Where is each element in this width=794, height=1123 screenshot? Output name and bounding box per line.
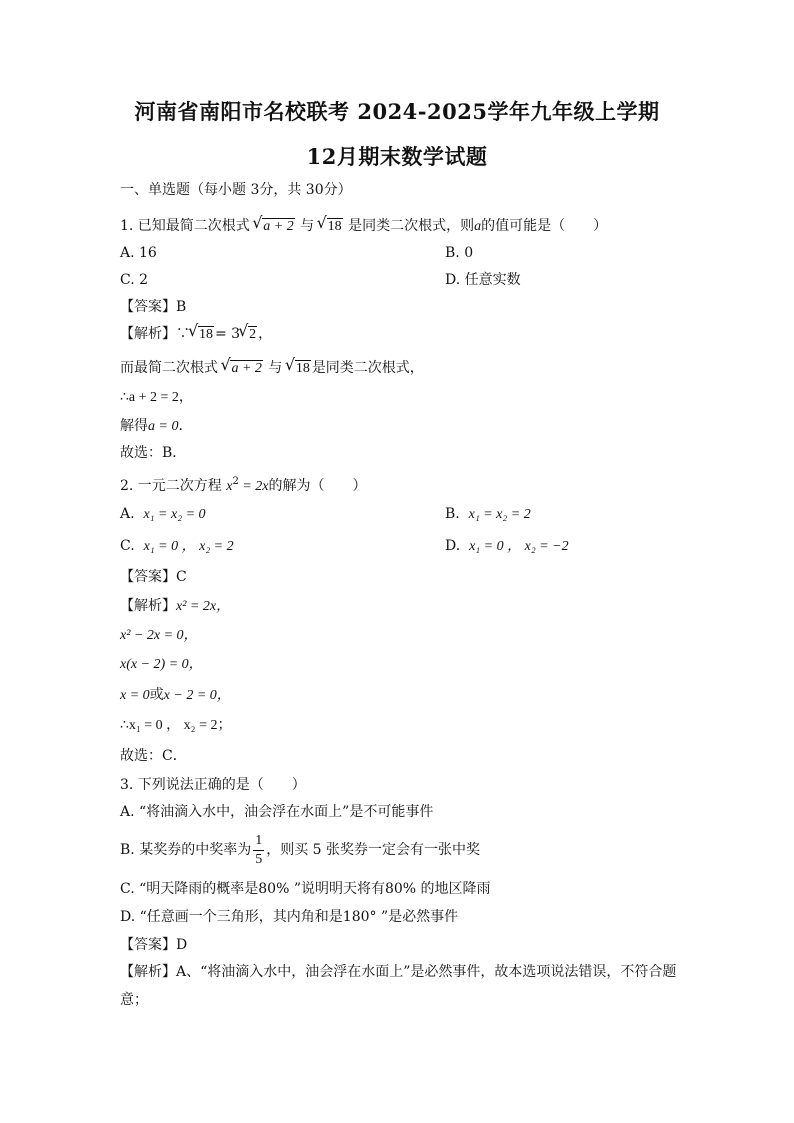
period: ．	[178, 418, 193, 434]
q2-analysis-line6: 故选：C．	[120, 748, 187, 764]
q2-text-pre: 2. 一元二次方程	[120, 478, 222, 494]
q2-analysis-line2: x² − 2x = 0，	[120, 628, 198, 643]
because-symbol: ∵	[176, 326, 190, 342]
analysis-text: 而最简二次根式	[120, 360, 218, 376]
option-label: A.	[120, 506, 135, 522]
question-3-stem: 3. 下列说法正确的是（ ）	[120, 777, 306, 793]
q1-analysis-line2	[120, 358, 424, 379]
q1-answer: 【答案】B	[120, 299, 187, 315]
q2-option-c	[120, 536, 234, 557]
q3-analysis-line2: 意；	[120, 992, 148, 1008]
q1-text-post: 是同类二次根式，则	[348, 218, 475, 234]
document-title-line2: 12月期末数学试题	[306, 144, 488, 169]
question-1-stem	[120, 216, 607, 237]
option-math: x₁ = x₂ = 0	[143, 507, 206, 522]
analysis-label: 【解析】	[120, 598, 176, 614]
option-text: B. 某奖券的中奖率为	[120, 842, 252, 858]
equation: a = 0	[148, 419, 179, 434]
equation-rest: = 2x	[238, 479, 269, 494]
radical-18: √ 18	[287, 358, 311, 379]
q2-text-post: 的解为（ ）	[268, 478, 367, 494]
section-heading: 一、单选题（每小题 3分，共 30分）	[120, 182, 352, 198]
exponent: 2	[232, 476, 239, 487]
equation-x: x	[226, 479, 233, 494]
fraction-one-fifth: $\frac{1}{5}$	[255, 832, 263, 867]
q1-option-d: D. 任意实数	[445, 272, 521, 288]
option-math: x₁ = 0 ， x₂ = 2	[143, 539, 234, 554]
option-text: ，则买 5 张奖券一定会有一张中奖	[266, 842, 481, 858]
radical-2: √ 2	[240, 324, 257, 345]
q1-analysis-line1	[120, 324, 272, 345]
q1-option-c: C. 2	[120, 272, 149, 288]
option-label: C.	[120, 538, 135, 554]
q2-analysis-line3: x(x − 2) = 0，	[120, 657, 203, 672]
equation: x² = 2x，	[176, 599, 231, 614]
q1-option-b: B. 0	[445, 245, 474, 261]
equation: x − 2 = 0，	[163, 688, 231, 703]
or-text: 或	[149, 687, 164, 703]
q1-analysis-line5: 故选：B．	[120, 445, 187, 461]
q3-analysis-line1: 【解析】A、“将油滴入水中，油会浮在水面上”是必然事件，故本选项说法错误，不符合题	[120, 964, 677, 980]
q1-text-pre: 1. 已知最简二次根式	[120, 218, 250, 234]
equation: x = 0	[120, 688, 150, 703]
q3-option-d: D. “任意画一个三角形，其内角和是180° ”是必然事件	[120, 909, 459, 925]
comma: ，	[258, 326, 273, 342]
q2-option-b	[445, 504, 531, 525]
option-label: D.	[445, 538, 461, 554]
q1-option-a: A. 16	[120, 245, 157, 261]
q2-analysis-line4	[120, 685, 231, 706]
document-title-line1: 河南省南阳市名校联考 2024-2025学年九年级上学期	[134, 99, 660, 124]
analysis-text: 与	[268, 360, 283, 376]
radical-18: √ 18	[190, 324, 214, 345]
option-label: B.	[445, 506, 460, 522]
question-2-stem	[120, 472, 367, 497]
q3-option-a: A. “将油滴入水中，油会浮在水面上”是不可能事件	[120, 804, 434, 820]
radical-a-plus-2: √ a + 2	[222, 358, 262, 379]
q1-text-end: 的值可能是（ ）	[481, 218, 608, 234]
q3-answer: 【答案】D	[120, 937, 188, 953]
radical-a-plus-2: √ a + 2	[254, 216, 294, 237]
q2-analysis-line5: ∴x₁ = 0 ， x₂ = 2；	[120, 718, 232, 733]
analysis-text: 是同类二次根式，	[311, 360, 424, 376]
q2-option-a	[120, 504, 206, 525]
q2-answer: 【答案】C	[120, 569, 187, 585]
option-math: x₁ = 0 ， x₂ = −2	[469, 539, 569, 554]
option-math: x₁ = x₂ = 2	[468, 507, 531, 522]
q3-option-b	[120, 830, 480, 870]
q1-analysis-line3: ∴a + 2 = 2，	[120, 390, 193, 405]
q2-analysis-line1	[120, 596, 230, 617]
equals-text: = 3	[215, 326, 241, 342]
q1-text-mid: 与	[300, 218, 315, 234]
q3-option-c: C. “明天降雨的概率是80% ”说明明天将有80% 的地区降雨	[120, 881, 491, 897]
analysis-label: 【解析】	[120, 326, 176, 342]
analysis-text: 解得	[120, 418, 148, 434]
q1-analysis-line4	[120, 416, 192, 437]
q2-option-d	[445, 536, 569, 557]
radical-18: √ 18	[319, 216, 343, 237]
q1-variable: a	[474, 219, 482, 234]
